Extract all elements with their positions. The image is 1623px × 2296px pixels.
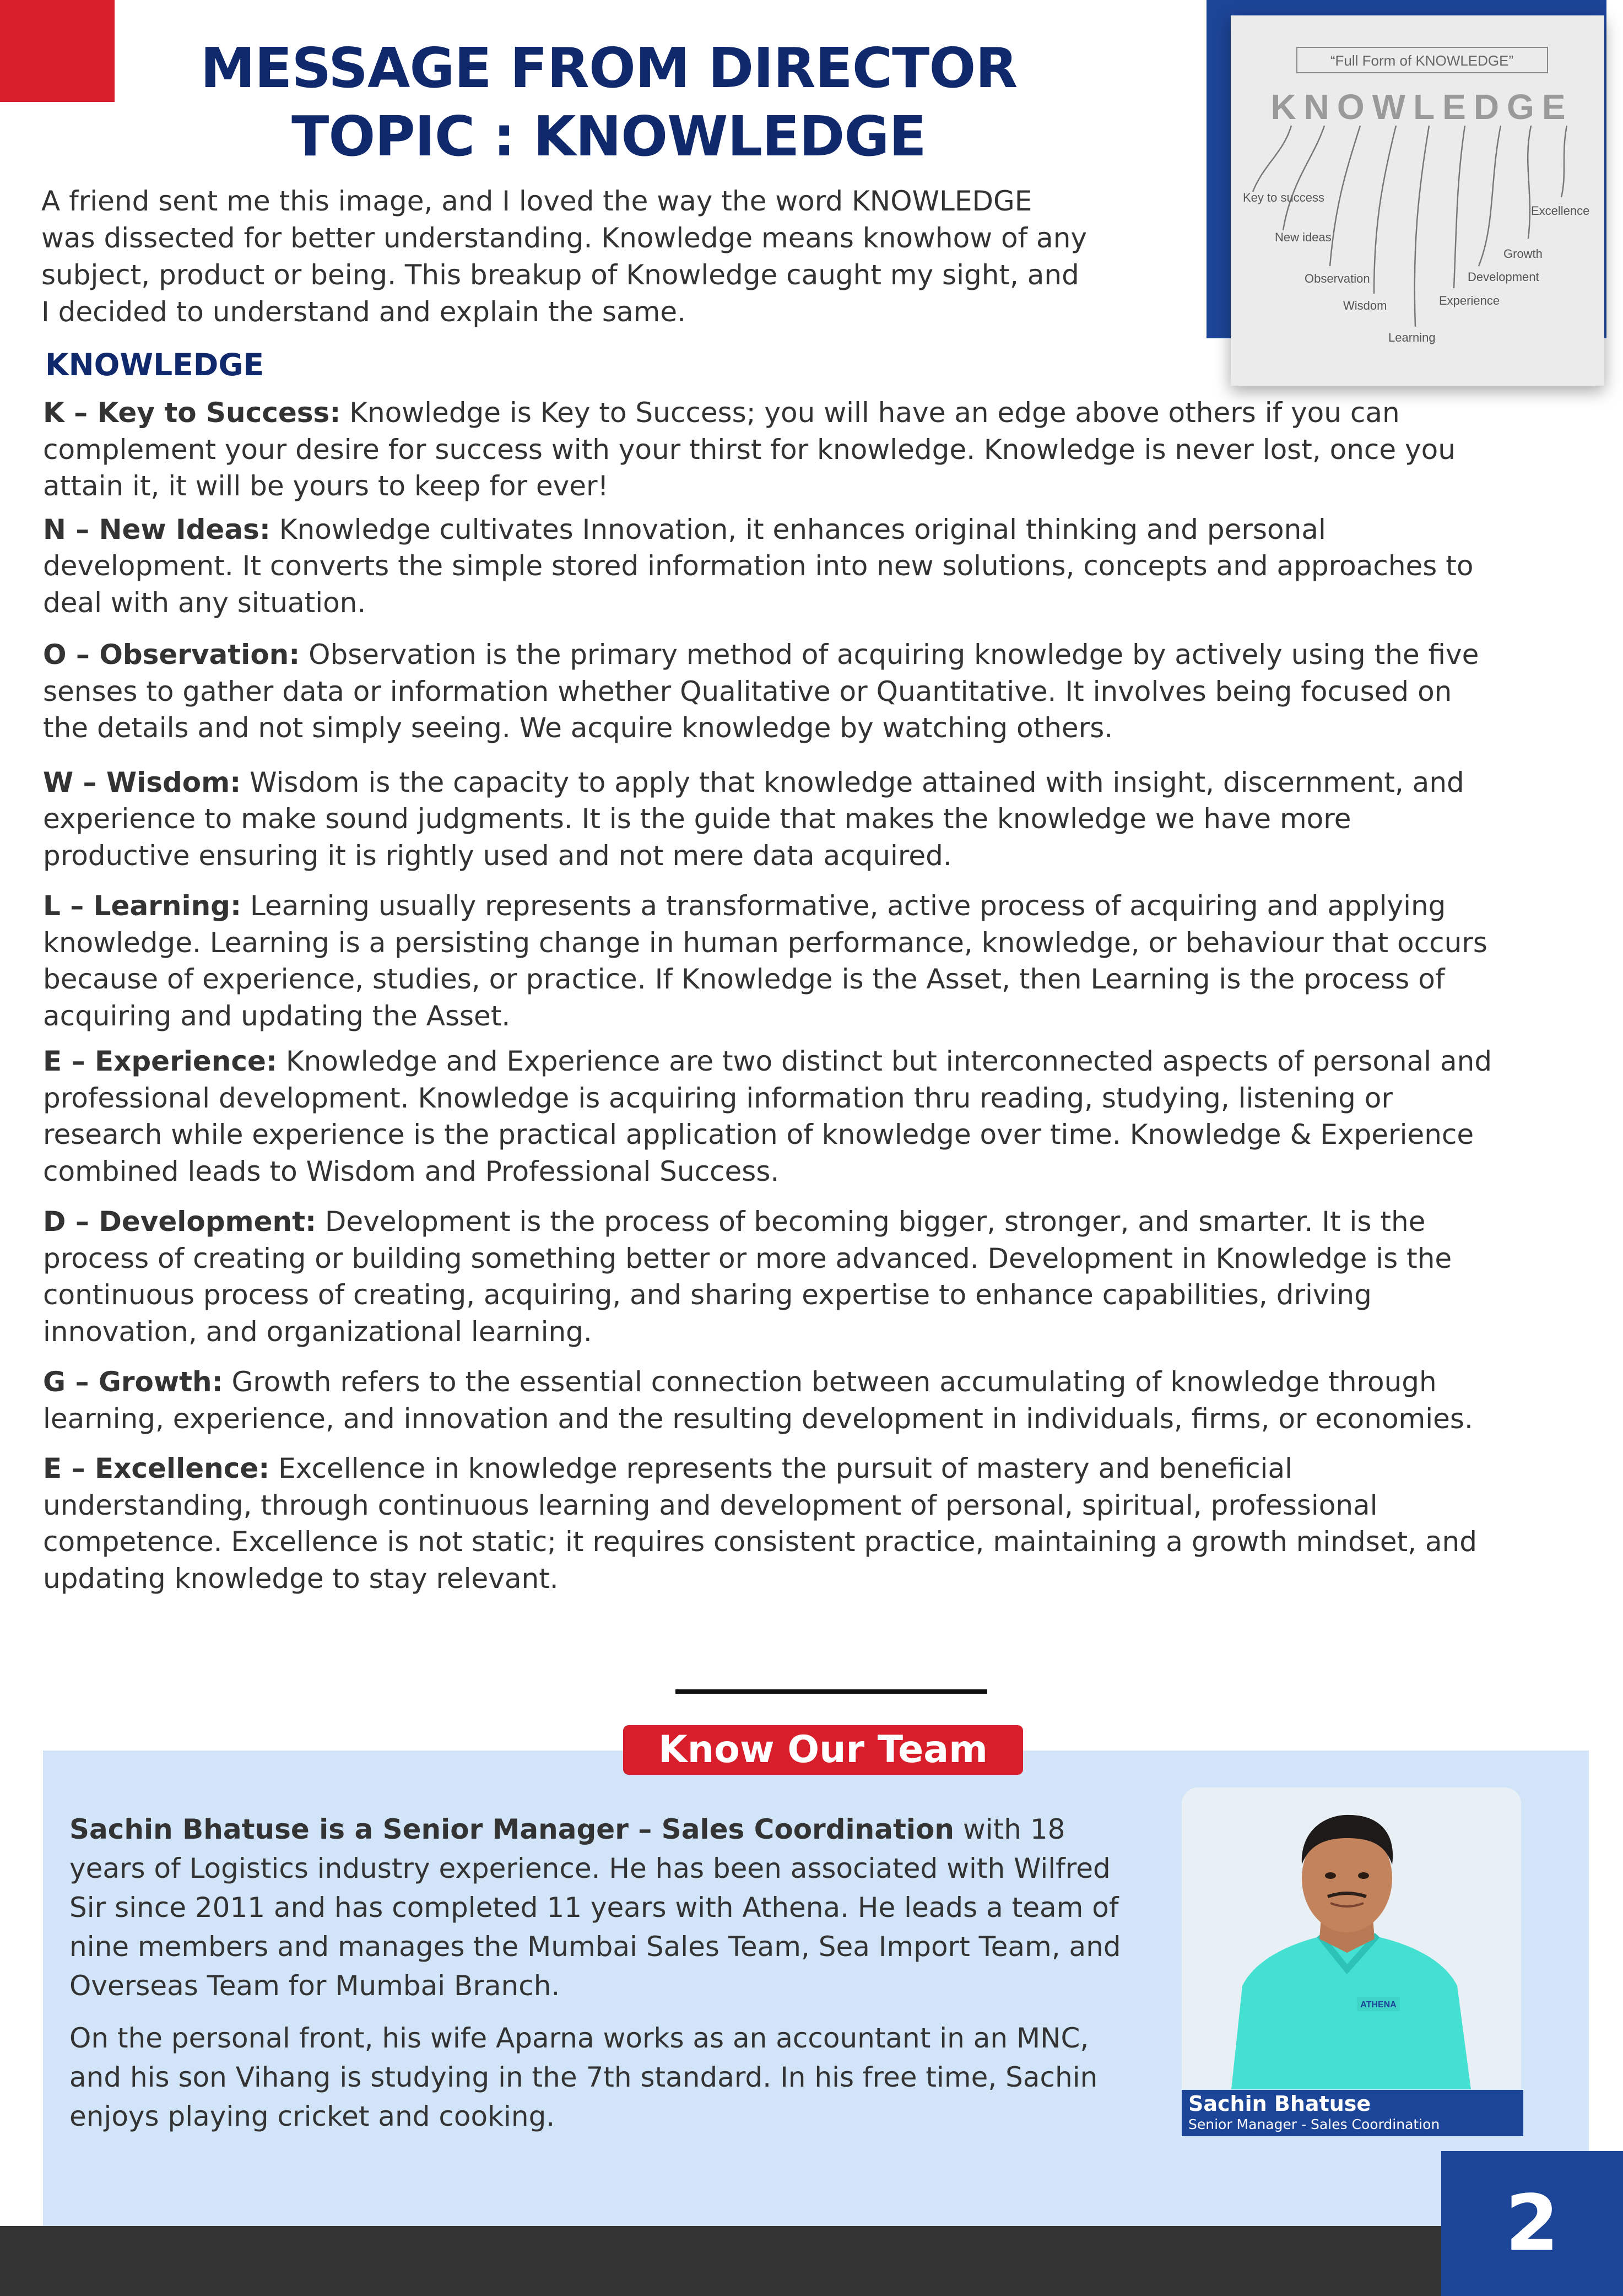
entry-term: G – Growth:	[43, 1366, 223, 1398]
title-line-1: MESSAGE FROM DIRECTOR	[200, 36, 1018, 100]
team-intro-bold: Sachin Bhatuse is a Senior Manager – Sales Coordination	[69, 1813, 954, 1845]
team-heading: Know Our Team	[623, 1725, 1023, 1775]
name-plate	[1182, 2090, 1523, 2136]
entry-term: L – Learning:	[43, 890, 241, 922]
entry-observation	[43, 636, 1497, 747]
team-paragraph-2: On the personal front, his wife Aparna works as an accountant in an MNC, and his son Vihang is studying in the 7th standard. In his free time, Sachin enjoys playing cricket and cooking.	[69, 2022, 1098, 2132]
entry-experience	[43, 1043, 1497, 1190]
image-caption: “Full Form of KNOWLEDGE”	[1330, 52, 1514, 69]
entry-term: O – Observation:	[43, 639, 300, 671]
label-growth: Growth	[1503, 247, 1543, 261]
intro-paragraph: A friend sent me this image, and I loved the way the word KNOWLEDGE was dissected for better understanding. Knowledge means knowhow of any subject, product or being. This breakup of Knowledge caught my sight, and I decided to understand and explain the same.	[41, 185, 1087, 328]
entry-text: Development is the process of becoming bigger, stronger, and smarter. It is the process of creating or building something better or more advanced. Development in Knowledge is the continuous process of creating, acquiring, and sharing expertise to enhance capabilities, driving innovation, and organizational learning.	[43, 1206, 1452, 1348]
team-description	[69, 1810, 1144, 2149]
label-development: Development	[1468, 270, 1539, 284]
team-intro-rest: with 18 years of Logistics industry experience. He has been associated with Wilfred Sir since 2011 and has completed 11 years with Athena. He leads a team of nine members and manages the Mumbai Sales Team, Sea Import Team, and Overseas Team for Mumbai Branch.	[69, 1813, 1121, 2002]
section-divider	[675, 1689, 987, 1694]
title-line-2: TOPIC : KNOWLEDGE	[291, 104, 926, 169]
entry-text: Observation is the primary method of acquiring knowledge by actively using the five senses to gather data or information whether Qualitative or Quantitative. It involves being focused on the details and not simply seeing. We acquire knowledge by watching others.	[43, 639, 1479, 744]
shirt-logo: ATHENA	[1360, 2000, 1397, 2009]
knowledge-entries	[43, 395, 1497, 1597]
knowledge-image	[1231, 15, 1604, 386]
entry-key-to-success	[43, 395, 1497, 505]
entry-term: D – Development:	[43, 1206, 317, 1238]
entry-learning	[43, 888, 1497, 1034]
label-new-ideas: New ideas	[1275, 230, 1332, 244]
page-title	[116, 34, 1102, 171]
entry-text: Excellence in knowledge represents the pursuit of mastery and beneficial understanding, through continuous learning and development of personal, spiritual, professional competence. Excellence is not static; it requires consistent practice, maintaining a growth mindset, and updating knowledge to stay relevant.	[43, 1452, 1477, 1595]
label-learning: Learning	[1388, 331, 1436, 344]
section-heading: KNOWLEDGE	[45, 347, 264, 382]
label-key-to-success: Key to success	[1243, 191, 1324, 204]
team-paragraph-1	[69, 1810, 1144, 2006]
label-wisdom: Wisdom	[1343, 299, 1387, 312]
label-observation: Observation	[1305, 272, 1370, 285]
entry-text: Knowledge is Key to Success; you will have an edge above others if you can complement your desire for success with your thirst for knowledge. Knowledge is never lost, once you attain it, it will be yours to keep for ever!	[43, 397, 1456, 502]
entry-term: K – Key to Success:	[43, 397, 341, 429]
team-member-photo	[1182, 1787, 1521, 2089]
entry-term: E – Excellence:	[43, 1452, 270, 1484]
entry-term: E – Experience:	[43, 1045, 277, 1077]
entry-growth	[43, 1364, 1497, 1437]
entry-development	[43, 1203, 1497, 1350]
entry-term: N – New Ideas:	[43, 513, 270, 545]
footer-bar	[0, 2226, 1623, 2296]
member-name: Sachin Bhatuse	[1188, 2092, 1371, 2116]
label-excellence: Excellence	[1531, 204, 1590, 218]
red-corner-accent	[0, 0, 115, 102]
entry-text: Wisdom is the capacity to apply that knowledge attained with insight, discernment, and experience to make sound judgments. It is the guide that makes the knowledge we have more productive ensuring it is rightly used and not mere data acquired.	[43, 766, 1464, 872]
entry-text: Growth refers to the essential connection between accumulating of knowledge through learning, experience, and innovation and the resulting development in individuals, firms, or economies.	[43, 1366, 1473, 1435]
entry-text: Knowledge cultivates Innovation, it enhances original thinking and personal development. It converts the simple stored information into new solutions, concepts and approaches to deal with any situation.	[43, 513, 1474, 619]
entry-new-ideas	[43, 511, 1497, 622]
member-role: Senior Manager - Sales Coordination	[1188, 2116, 1440, 2132]
entry-excellence	[43, 1450, 1497, 1597]
entry-text: Learning usually represents a transformative, active process of acquiring and applying knowledge. Learning is a persisting change in human performance, knowledge, or behaviour that occurs because of experience, studies, or practice. If Knowledge is the Asset, then Learning is the process of acquiring and updating the Asset.	[43, 890, 1487, 1032]
entry-term: W – Wisdom:	[43, 766, 241, 798]
label-experience: Experience	[1439, 294, 1500, 307]
page-number: 2	[1441, 2151, 1623, 2296]
entry-wisdom	[43, 764, 1497, 874]
image-word: KNOWLEDGE	[1270, 87, 1573, 127]
entry-text: Knowledge and Experience are two distinct but interconnected aspects of personal and professional development. Knowledge is acquiring information thru reading, studying, listening or research while experience is the practical application of knowledge over time. Knowledge & Experience combined leads to Wisdom and Professional Success.	[43, 1045, 1492, 1187]
